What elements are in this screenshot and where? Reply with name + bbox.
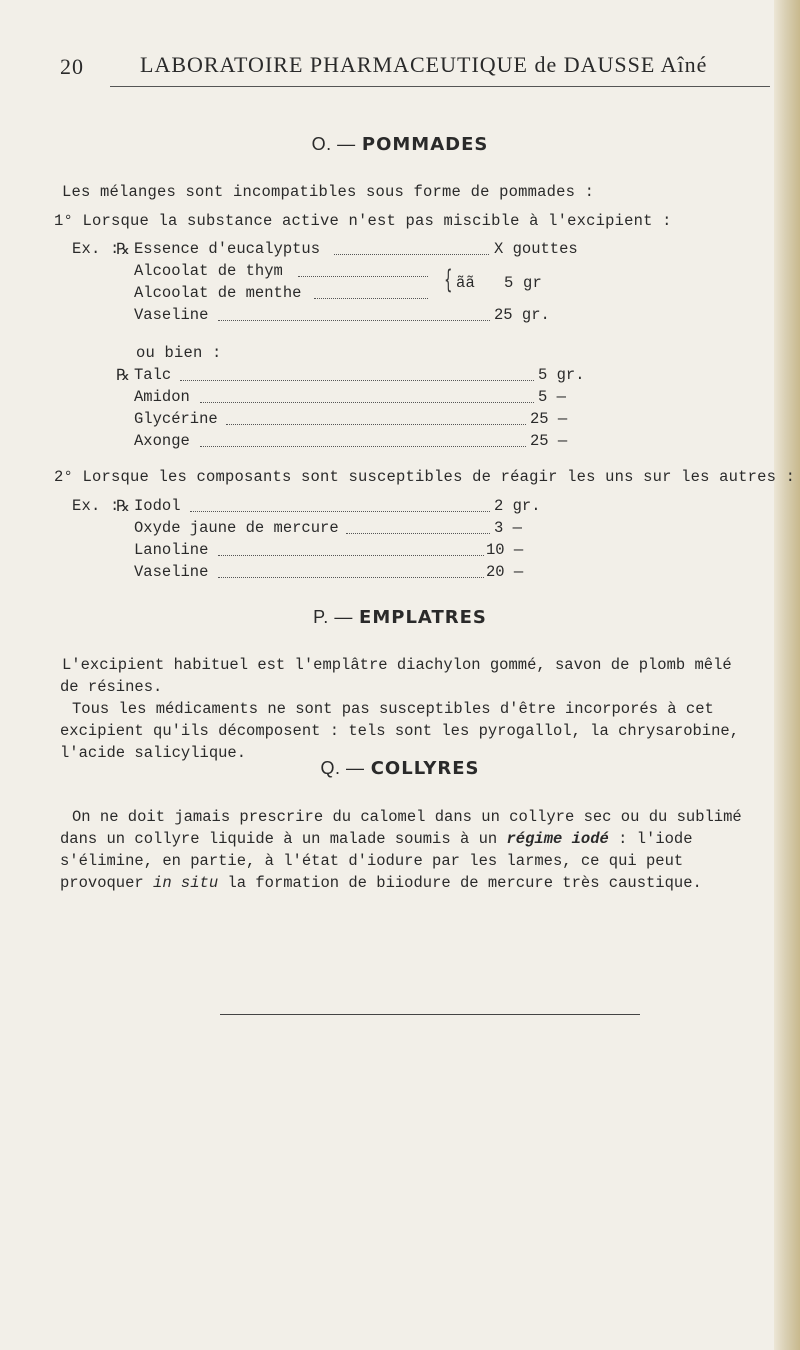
collyres-em-in-situ: in situ — [153, 874, 219, 892]
ingredient-qty: 25 gr. — [494, 306, 550, 324]
ingredient-name: Glycérine — [134, 410, 218, 428]
section-letter: Q. — — [320, 758, 365, 778]
ingredient-name: Iodol — [134, 497, 181, 515]
section-title-pommades — [0, 134, 800, 155]
ingredient-name: Vaseline — [134, 306, 209, 324]
ingredient-qty: 3 — — [494, 519, 522, 537]
section-word: POMMADES — [361, 134, 489, 155]
leader-dots — [218, 577, 484, 578]
recipe-row — [134, 284, 434, 306]
ingredient-qty: 25 — — [530, 432, 568, 450]
ingredient-qty: 10 — — [486, 541, 524, 559]
running-title: LABORATOIRE PHARMACEUTIQUE de DAUSSE Aîné — [140, 52, 708, 77]
recipe-row — [134, 240, 578, 262]
pommades-case-1: 1° Lorsque la substance active n'est pas miscible à l'excipient : — [54, 212, 672, 230]
ingredient-name: Alcoolat de menthe — [134, 284, 302, 302]
aa-qty: 5 gr — [504, 274, 543, 292]
header-rule — [110, 86, 770, 87]
aa-label: ãã — [456, 274, 476, 292]
collyres-paragraph — [60, 806, 750, 894]
leader-dots — [200, 446, 526, 447]
rx-symbol: ℞ — [116, 497, 131, 515]
ingredient-qty: 5 — — [538, 388, 566, 406]
rx-symbol: ℞ — [116, 240, 131, 258]
ingredient-name: Vaseline — [134, 563, 209, 581]
recipe-row — [134, 388, 566, 410]
recipe-row — [134, 497, 541, 519]
recipe-row — [134, 366, 585, 388]
ingredient-name: Oxyde jaune de mercure — [134, 519, 339, 537]
recipe-row — [134, 541, 534, 563]
section-title-collyres — [0, 758, 800, 779]
ingredient-qty: X gouttes — [494, 240, 578, 258]
pommades-case-2: 2° Lorsque les composants sont susceptibles de réagir les uns sur les autres : — [54, 468, 796, 486]
emplatres-paragraph-1: L'excipient habituel est l'emplâtre diachylon gommé, savon de plomb mêlé de résines. — [60, 656, 732, 696]
emplatres-paragraph-2: Tous les médicaments ne sont pas susceptibles d'être incorporés à cet excipient qu'ils décomposent : tels sont les pyrogallol, la chrysarobine, l'acide salicylique. — [60, 700, 740, 762]
section-title-emplatres — [0, 607, 800, 628]
leader-dots — [180, 380, 534, 381]
leader-dots — [346, 533, 490, 534]
page-edge — [774, 0, 800, 1350]
collyres-em-regime: régime iodé — [506, 830, 609, 848]
ingredient-name: Essence d'eucalyptus — [134, 240, 321, 258]
ingredient-name: Lanoline — [134, 541, 209, 559]
section-letter: P. — — [313, 607, 353, 627]
recipe-row — [134, 410, 568, 432]
recipe-row — [134, 432, 568, 454]
bottom-rule — [220, 1014, 640, 1015]
collyres-text-b: : l'iode s'élimine, en partie, à l'état d'iodure par les larmes, ce qui peut provoquer — [60, 830, 693, 892]
leader-dots — [314, 298, 428, 299]
brace-symbol: { — [444, 265, 453, 295]
ou-bien-label: ou bien : — [136, 344, 222, 362]
leader-dots — [200, 402, 534, 403]
ingredient-qty: 25 — — [530, 410, 568, 428]
ingredient-qty: 2 gr. — [494, 497, 541, 515]
section-word: COLLYRES — [370, 758, 480, 779]
rx-symbol: ℞ — [116, 366, 131, 384]
page-header — [60, 46, 780, 86]
recipe-row — [134, 519, 534, 541]
leader-dots — [298, 276, 428, 277]
ex-label: Ex. : — [72, 497, 120, 515]
ingredient-qty: 5 gr. — [538, 366, 585, 384]
leader-dots — [190, 511, 490, 512]
section-letter: O. — — [311, 134, 356, 154]
ex-label: Ex. : — [72, 240, 120, 258]
ingredient-name: Axonge — [134, 432, 190, 450]
collyres-text-a: On ne doit jamais prescrire du calomel dans un collyre sec ou du sublimé dans un collyre liquide à un malade soumis à un — [60, 808, 742, 848]
recipe-row — [134, 306, 554, 328]
leader-dots — [218, 555, 484, 556]
leader-dots — [218, 320, 490, 321]
ingredient-name: Alcoolat de thym — [134, 262, 283, 280]
recipe-row — [134, 563, 534, 585]
ingredient-name: Amidon — [134, 388, 190, 406]
collyres-text-c: la formation de biiodure de mercure très caustique. — [218, 874, 702, 892]
ingredient-name: Talc — [134, 366, 172, 384]
section-word: EMPLATRES — [359, 607, 487, 628]
page-number: 20 — [60, 54, 84, 79]
leader-dots — [334, 254, 489, 255]
leader-dots — [226, 424, 526, 425]
ingredient-qty: 20 — — [486, 563, 524, 581]
recipe-row — [134, 262, 434, 284]
pommades-intro: Les mélanges sont incompatibles sous forme de pommades : — [62, 183, 595, 201]
